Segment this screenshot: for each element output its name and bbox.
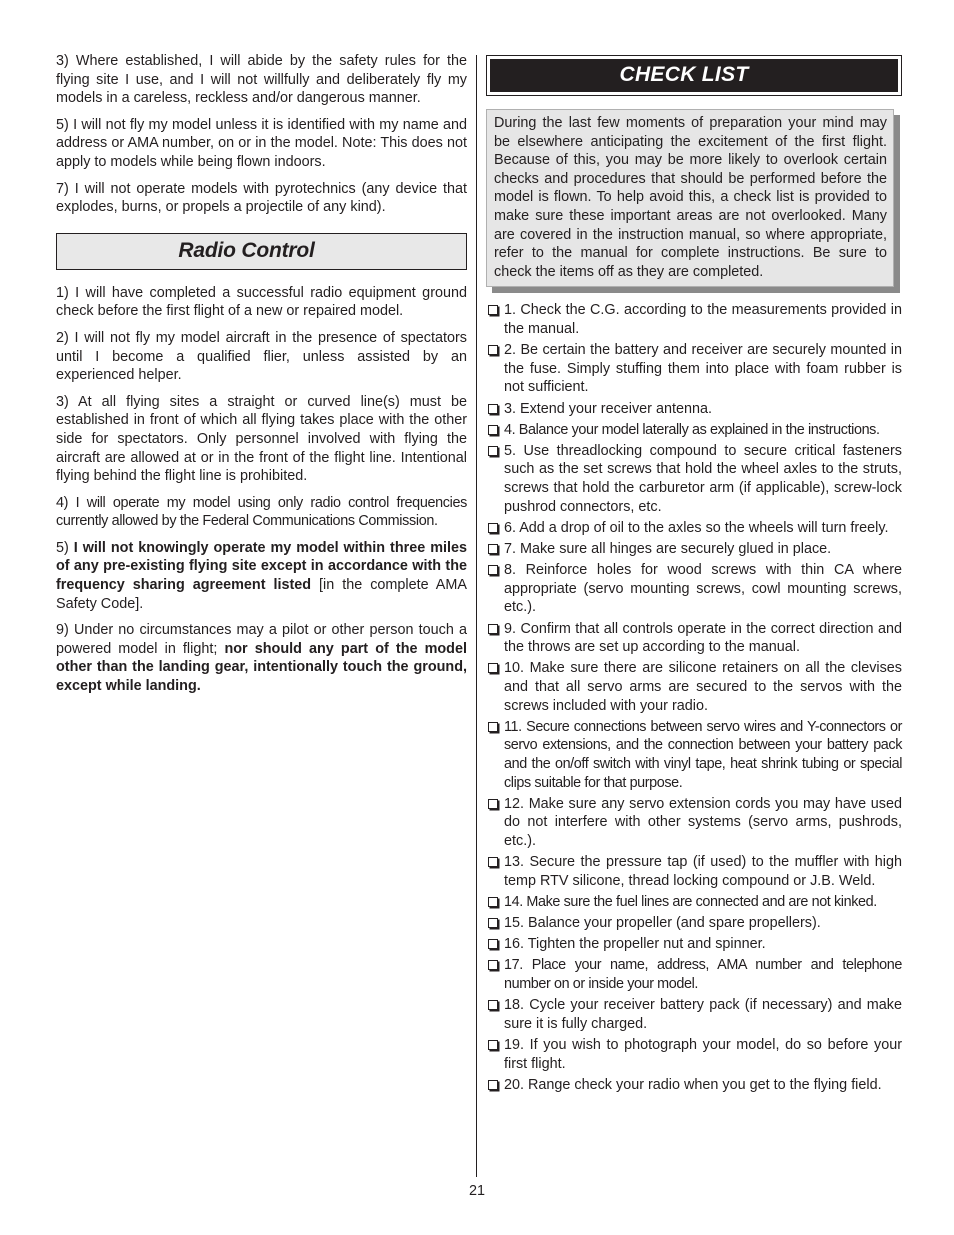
safety-rule-paragraph: 5) I will not fly my model unless it is identified with my name and address or AMA number, on or in the model. Note: This does not apply to models while being flown indoors.: [56, 116, 467, 170]
check-list-item-text: 2. Be certain the battery and receiver are securely mounted in the fuse. Simply stuffing them into place with foam rubber is not sufficient.: [504, 342, 902, 396]
check-list-item-text: 5. Use threadlocking compound to secure critical fasteners such as the set screws that hold the wheel axles to the struts, screws that hold the carburetor arm (if applicable), screw-lock pushrod connectors, etc.: [504, 442, 902, 515]
left-column: [56, 52, 467, 704]
check-list-item-text: 6. Add a drop of oil to the axles so the wheels will turn freely.: [504, 519, 889, 536]
rc-rule-paragraph: 4) I will operate my model using only radio control frequencies currently allowed by the Federal Communications Commission.: [56, 494, 467, 530]
check-list-item-text: 20. Range check your radio when you get to the flying field.: [504, 1076, 882, 1093]
checkbox-icon[interactable]: [488, 425, 498, 435]
checkbox-icon[interactable]: [488, 523, 498, 533]
check-list-item: [486, 301, 902, 338]
check-list-item: [486, 1076, 902, 1095]
check-list-item-text: 11. Secure connections between servo wires and Y-connectors or servo extensions, and the connection between your battery pack and the on/off switch with vinyl tape, heat shrink tubing or special clips suitable for that purpose.: [504, 718, 902, 791]
check-list-item: [486, 996, 902, 1033]
check-list-item-text: 19. If you wish to photograph your model, do so before your first flight.: [504, 1037, 902, 1072]
check-list-item: [486, 1036, 902, 1073]
radio-control-heading-box: [56, 233, 467, 270]
intro-text: During the last few moments of preparation your mind may be elsewhere anticipating the excitement of the first flight. Because of this, you may be more likely to overlook certain checks and procedures that should be performed before the model is flown. To help avoid this, a check list is provided to make sure these important areas are not overlooked. Many are covered in the instruction manual, so where appropriate, refer to the manual for complete instructions. Be sure to check the items off as they are completed.: [486, 109, 894, 287]
check-list-item: [486, 659, 902, 715]
check-list-item-text: 13. Secure the pressure tap (if used) to the muffler with high temp RTV silicone, thread locking compound or J.B. Weld.: [504, 854, 902, 889]
check-list-item: [486, 400, 902, 419]
check-list-item-text: 16. Tighten the propeller nut and spinner.: [504, 936, 766, 953]
checkbox-icon[interactable]: [488, 345, 498, 355]
checkbox-icon[interactable]: [488, 446, 498, 456]
check-list-item-text: 15. Balance your propeller (and spare propellers).: [504, 915, 821, 932]
check-list-item: [486, 914, 902, 933]
check-list-item: [486, 853, 902, 890]
checkbox-icon[interactable]: [488, 960, 498, 970]
check-list-item-text: 7. Make sure all hinges are securely glued in place.: [504, 541, 832, 558]
checkbox-icon[interactable]: [488, 544, 498, 554]
check-list-item-text: 1. Check the C.G. according to the measurements provided in the manual.: [504, 302, 902, 337]
right-column: [486, 52, 902, 1097]
check-list-item-text: 17. Place your name, address, AMA number and telephone number on or inside your model.: [504, 957, 902, 993]
checkbox-icon[interactable]: [488, 404, 498, 414]
check-list-item-text: 9. Confirm that all controls operate in the correct direction and the throws are set up according to the manual.: [504, 620, 902, 656]
check-list-item: [486, 620, 902, 657]
rule-bold-text: nor should any part of the model other than the landing gear, intentionally touch the ground, except while landing.: [56, 640, 467, 695]
check-list-item: [486, 540, 902, 559]
checkbox-icon[interactable]: [488, 939, 498, 949]
safety-rule-paragraph: 3) Where established, I will abide by the safety rules for the flying site I use, and I will not willfully and deliberately fly my models in a careless, reckless and/or dangerous manner.: [56, 53, 467, 107]
rule-normal-text: [in the complete AMA Safety Code].: [56, 577, 467, 612]
intro-callout: [486, 109, 894, 287]
radio-control-heading: Radio Control: [178, 238, 315, 262]
rc-rule-paragraph: 1) I will have completed a successful radio equipment ground check before the first flight of a new or repaired model.: [56, 284, 467, 320]
check-list-item: [486, 442, 902, 516]
check-list-item: [486, 561, 902, 617]
check-list: [486, 301, 902, 1094]
checkbox-icon[interactable]: [488, 722, 498, 732]
check-list-item-text: 18. Cycle your receiver battery pack (if necessary) and make sure it is fully charged.: [504, 997, 902, 1032]
checkbox-icon[interactable]: [488, 663, 498, 673]
check-list-item: [486, 956, 902, 993]
checkbox-icon[interactable]: [488, 1000, 498, 1010]
check-list-item: [486, 893, 902, 912]
check-list-item-text: 12. Make sure any servo extension cords you may have used do not interfere with other systems (servo arms, pushrods, etc.).: [504, 795, 902, 849]
check-list-item: [486, 519, 902, 538]
check-list-item: [486, 935, 902, 954]
check-list-item-text: 14. Make sure the fuel lines are connected and are not kinked.: [504, 893, 877, 910]
rc-rule-9-paragraph: [56, 621, 467, 695]
safety-rule-paragraph: 7) I will not operate models with pyrotechnics (any device that explodes, burns, or propels a projectile of any kind).: [56, 180, 467, 216]
rule-normal-text: 9) Under no circumstances may a pilot or other person touch a powered model in flight;: [56, 622, 467, 657]
check-list-item-text: 4. Balance your model laterally as explained in the instructions.: [504, 421, 880, 438]
checkbox-icon[interactable]: [488, 1080, 498, 1090]
checkbox-icon[interactable]: [488, 1040, 498, 1050]
rc-rule-paragraph: 3) At all flying sites a straight or curved line(s) must be established in front of which all flying takes place with the other side for spectators. Only personnel involved with flying the aircraft are allowed at or in the front of the flight line. Intentional flying behind the flight line is prohibited.: [56, 393, 467, 485]
check-list-item: [486, 421, 902, 440]
rc-rule-5-paragraph: [56, 539, 467, 613]
checkbox-icon[interactable]: [488, 897, 498, 907]
rule-number: 5): [56, 539, 74, 556]
rule-bold-text: I will not knowingly operate my model within three miles of any pre-existing flying site except in accordance with the frequency sharing agreement listed: [56, 539, 467, 594]
check-list-item-text: 3. Extend your receiver antenna.: [504, 400, 712, 417]
checkbox-icon[interactable]: [488, 857, 498, 867]
check-list-item-text: 10. Make sure there are silicone retainers on all the clevises and that all servo arms are secured to the servos with the screws included with your radio.: [504, 660, 902, 714]
checkbox-icon[interactable]: [488, 918, 498, 928]
check-list-heading: CHECK LIST: [619, 63, 749, 87]
check-list-item: [486, 341, 902, 397]
checkbox-icon[interactable]: [488, 799, 498, 809]
check-list-heading-bar: [490, 59, 898, 92]
rc-rule-paragraph: 2) I will not fly my model aircraft in the presence of spectators until I become a qualified flier, unless assisted by an experienced helper.: [56, 329, 467, 384]
checkbox-icon[interactable]: [488, 624, 498, 634]
check-list-item: [486, 795, 902, 851]
check-list-item-text: 8. Reinforce holes for wood screws with thin CA where appropriate (servo mounting screws, cowl mounting screws, etc.).: [504, 562, 902, 616]
checkbox-icon[interactable]: [488, 565, 498, 575]
check-list-item: [486, 718, 902, 792]
check-list-heading-box: [486, 55, 902, 96]
page-number: 21: [468, 1183, 485, 1199]
column-divider: [476, 55, 477, 1177]
checkbox-icon[interactable]: [488, 305, 498, 315]
